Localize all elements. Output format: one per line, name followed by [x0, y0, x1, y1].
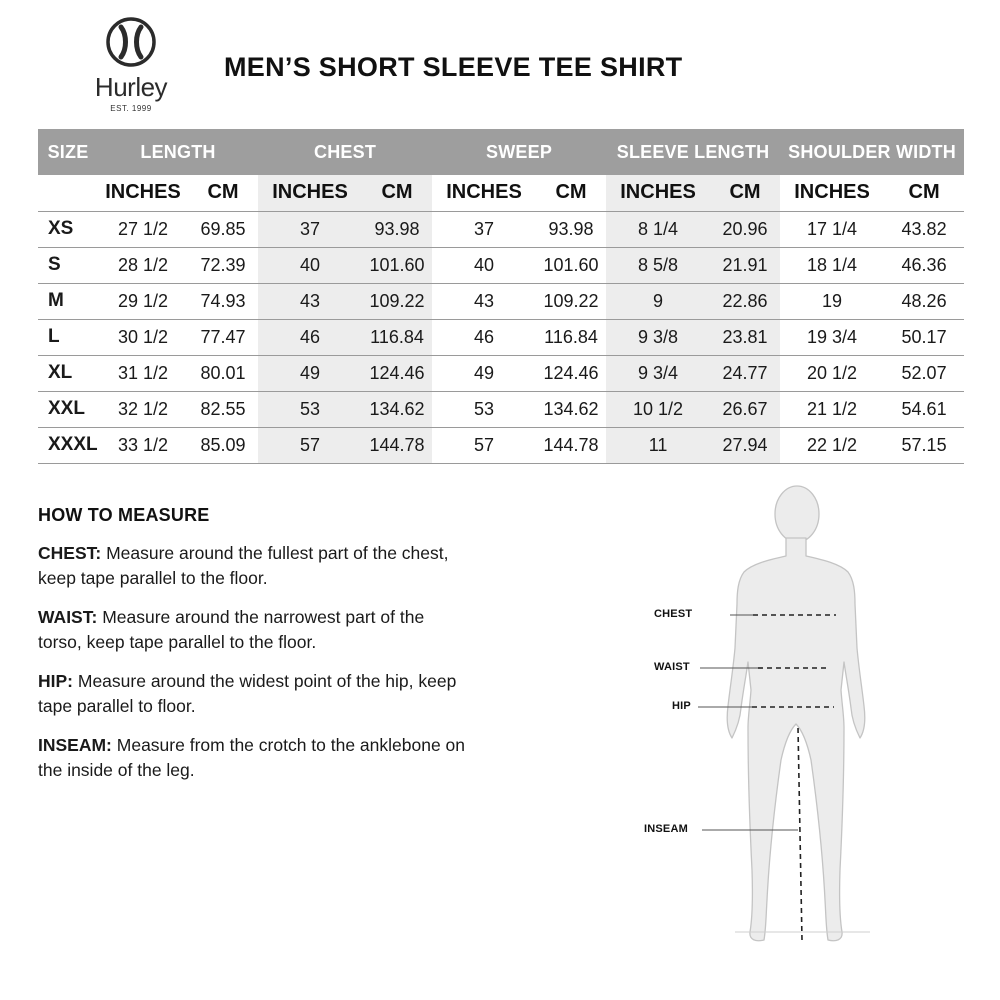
table-cell: 9: [606, 283, 710, 319]
table-cell: 49: [258, 355, 362, 391]
table-cell: 72.39: [188, 247, 258, 283]
hurley-logo-icon: [80, 16, 182, 72]
measure-term: WAIST:: [38, 607, 98, 627]
table-cell: 57.15: [884, 427, 964, 463]
table-cell: 134.62: [536, 391, 606, 427]
table-row: [38, 355, 964, 391]
table-cell: 8 5/8: [606, 247, 710, 283]
size-cell: XXL: [38, 391, 98, 427]
unit-header: CM: [536, 175, 606, 211]
table-cell: 144.78: [362, 427, 432, 463]
table-cell: 23.81: [710, 319, 780, 355]
table-header-row: [38, 129, 964, 175]
table-cell: 37: [258, 211, 362, 247]
unit-header: CM: [884, 175, 964, 211]
table-cell: 74.93: [188, 283, 258, 319]
table-row: [38, 319, 964, 355]
table-cell: 20.96: [710, 211, 780, 247]
brand-logo: [80, 16, 182, 120]
measure-text: Measure from the crotch to the anklebone on the inside of the leg.: [38, 735, 466, 780]
table-cell: 40: [258, 247, 362, 283]
table-cell: 53: [258, 391, 362, 427]
table-cell: 93.98: [536, 211, 606, 247]
table-cell: 30 1/2: [98, 319, 188, 355]
table-cell: 22.86: [710, 283, 780, 319]
table-cell: 85.09: [188, 427, 258, 463]
table-cell: 43: [258, 283, 362, 319]
table-cell: 37: [432, 211, 536, 247]
table-cell: 20 1/2: [780, 355, 884, 391]
measure-item-inseam: [38, 733, 468, 783]
table-cell: 82.55: [188, 391, 258, 427]
table-cell: 124.46: [362, 355, 432, 391]
table-cell: 48.26: [884, 283, 964, 319]
size-cell: XL: [38, 355, 98, 391]
unit-header: CM: [188, 175, 258, 211]
table-cell: 116.84: [362, 319, 432, 355]
how-to-measure-heading: HOW TO MEASURE: [38, 505, 210, 525]
table-cell: 109.22: [536, 283, 606, 319]
size-chart-table: [38, 129, 964, 464]
unit-header: CM: [362, 175, 432, 211]
table-cell: 33 1/2: [98, 427, 188, 463]
brand-name: Hurley: [94, 72, 168, 102]
table-cell: 80.01: [188, 355, 258, 391]
table-cell: 9 3/8: [606, 319, 710, 355]
measure-text: Measure around the narrowest part of the torso, keep tape parallel to the floor.: [38, 607, 425, 652]
measurement-figure: [640, 480, 880, 960]
table-cell: 9 3/4: [606, 355, 710, 391]
table-cell: 21 1/2: [780, 391, 884, 427]
table-cell: 101.60: [536, 247, 606, 283]
measure-text: Measure around the widest point of the hip, keep tape parallel to floor.: [38, 671, 457, 716]
table-cell: 57: [432, 427, 536, 463]
sleeve-length-column-header: SLEEVE LENGTH: [606, 129, 780, 175]
table-cell: 57: [258, 427, 362, 463]
table-cell: 18 1/4: [780, 247, 884, 283]
table-cell: 54.61: [884, 391, 964, 427]
figure-label-inseam: INSEAM: [644, 823, 688, 835]
shoulder-width-column-header: SHOULDER WIDTH: [780, 129, 964, 175]
sweep-column-header: SWEEP: [432, 129, 606, 175]
table-cell: 29 1/2: [98, 283, 188, 319]
table-row: [38, 283, 964, 319]
measure-item-waist: [38, 605, 468, 655]
table-cell: 11: [606, 427, 710, 463]
table-cell: 49: [432, 355, 536, 391]
unit-header-row: [38, 175, 964, 211]
table-cell: 19 3/4: [780, 319, 884, 355]
size-cell: S: [38, 247, 98, 283]
table-cell: 24.77: [710, 355, 780, 391]
table-cell: 124.46: [536, 355, 606, 391]
unit-header: INCHES: [258, 175, 362, 211]
size-column-header: SIZE: [38, 129, 98, 175]
size-cell: L: [38, 319, 98, 355]
length-column-header: LENGTH: [98, 129, 258, 175]
table-cell: 28 1/2: [98, 247, 188, 283]
measure-item-hip: [38, 669, 468, 719]
page-title: MEN’S SHORT SLEEVE TEE SHIRT: [224, 52, 683, 82]
unit-header: INCHES: [432, 175, 536, 211]
table-cell: 21.91: [710, 247, 780, 283]
unit-header: INCHES: [98, 175, 188, 211]
table-cell: 93.98: [362, 211, 432, 247]
measure-term: HIP:: [38, 671, 73, 691]
unit-header: INCHES: [606, 175, 710, 211]
table-cell: 32 1/2: [98, 391, 188, 427]
table-cell: 46.36: [884, 247, 964, 283]
size-cell: XS: [38, 211, 98, 247]
table-cell: 19: [780, 283, 884, 319]
chest-column-header: CHEST: [258, 129, 432, 175]
measure-term: CHEST:: [38, 543, 102, 563]
table-cell: 26.67: [710, 391, 780, 427]
table-cell: 43.82: [884, 211, 964, 247]
table-cell: 46: [258, 319, 362, 355]
unit-header: INCHES: [780, 175, 884, 211]
unit-header-blank: [38, 175, 98, 211]
measure-term: INSEAM:: [38, 735, 112, 755]
table-cell: 50.17: [884, 319, 964, 355]
figure-label-waist: WAIST: [654, 661, 690, 673]
table-cell: 31 1/2: [98, 355, 188, 391]
size-cell: XXXL: [38, 427, 98, 463]
measure-text: Measure around the fullest part of the chest, keep tape parallel to the floor.: [38, 543, 449, 588]
table-cell: 43: [432, 283, 536, 319]
unit-header: CM: [710, 175, 780, 211]
table-cell: 53: [432, 391, 536, 427]
table-cell: 101.60: [362, 247, 432, 283]
table-cell: 109.22: [362, 283, 432, 319]
table-cell: 116.84: [536, 319, 606, 355]
table-row: [38, 391, 964, 427]
body-silhouette-icon: [640, 480, 880, 960]
figure-label-chest: CHEST: [654, 608, 693, 620]
table-cell: 52.07: [884, 355, 964, 391]
table-cell: 46: [432, 319, 536, 355]
table-cell: 134.62: [362, 391, 432, 427]
table-cell: 17 1/4: [780, 211, 884, 247]
how-to-measure-section: [38, 505, 468, 797]
brand-established: EST. 1999: [110, 104, 152, 113]
table-cell: 40: [432, 247, 536, 283]
table-row: [38, 427, 964, 463]
table-cell: 144.78: [536, 427, 606, 463]
table-cell: 69.85: [188, 211, 258, 247]
table-cell: 27.94: [710, 427, 780, 463]
table-cell: 22 1/2: [780, 427, 884, 463]
table-cell: 10 1/2: [606, 391, 710, 427]
size-cell: M: [38, 283, 98, 319]
figure-label-hip: HIP: [672, 700, 691, 712]
table-cell: 27 1/2: [98, 211, 188, 247]
table-cell: 8 1/4: [606, 211, 710, 247]
table-row: [38, 211, 964, 247]
table-row: [38, 247, 964, 283]
table-cell: 77.47: [188, 319, 258, 355]
measure-item-chest: [38, 541, 468, 591]
